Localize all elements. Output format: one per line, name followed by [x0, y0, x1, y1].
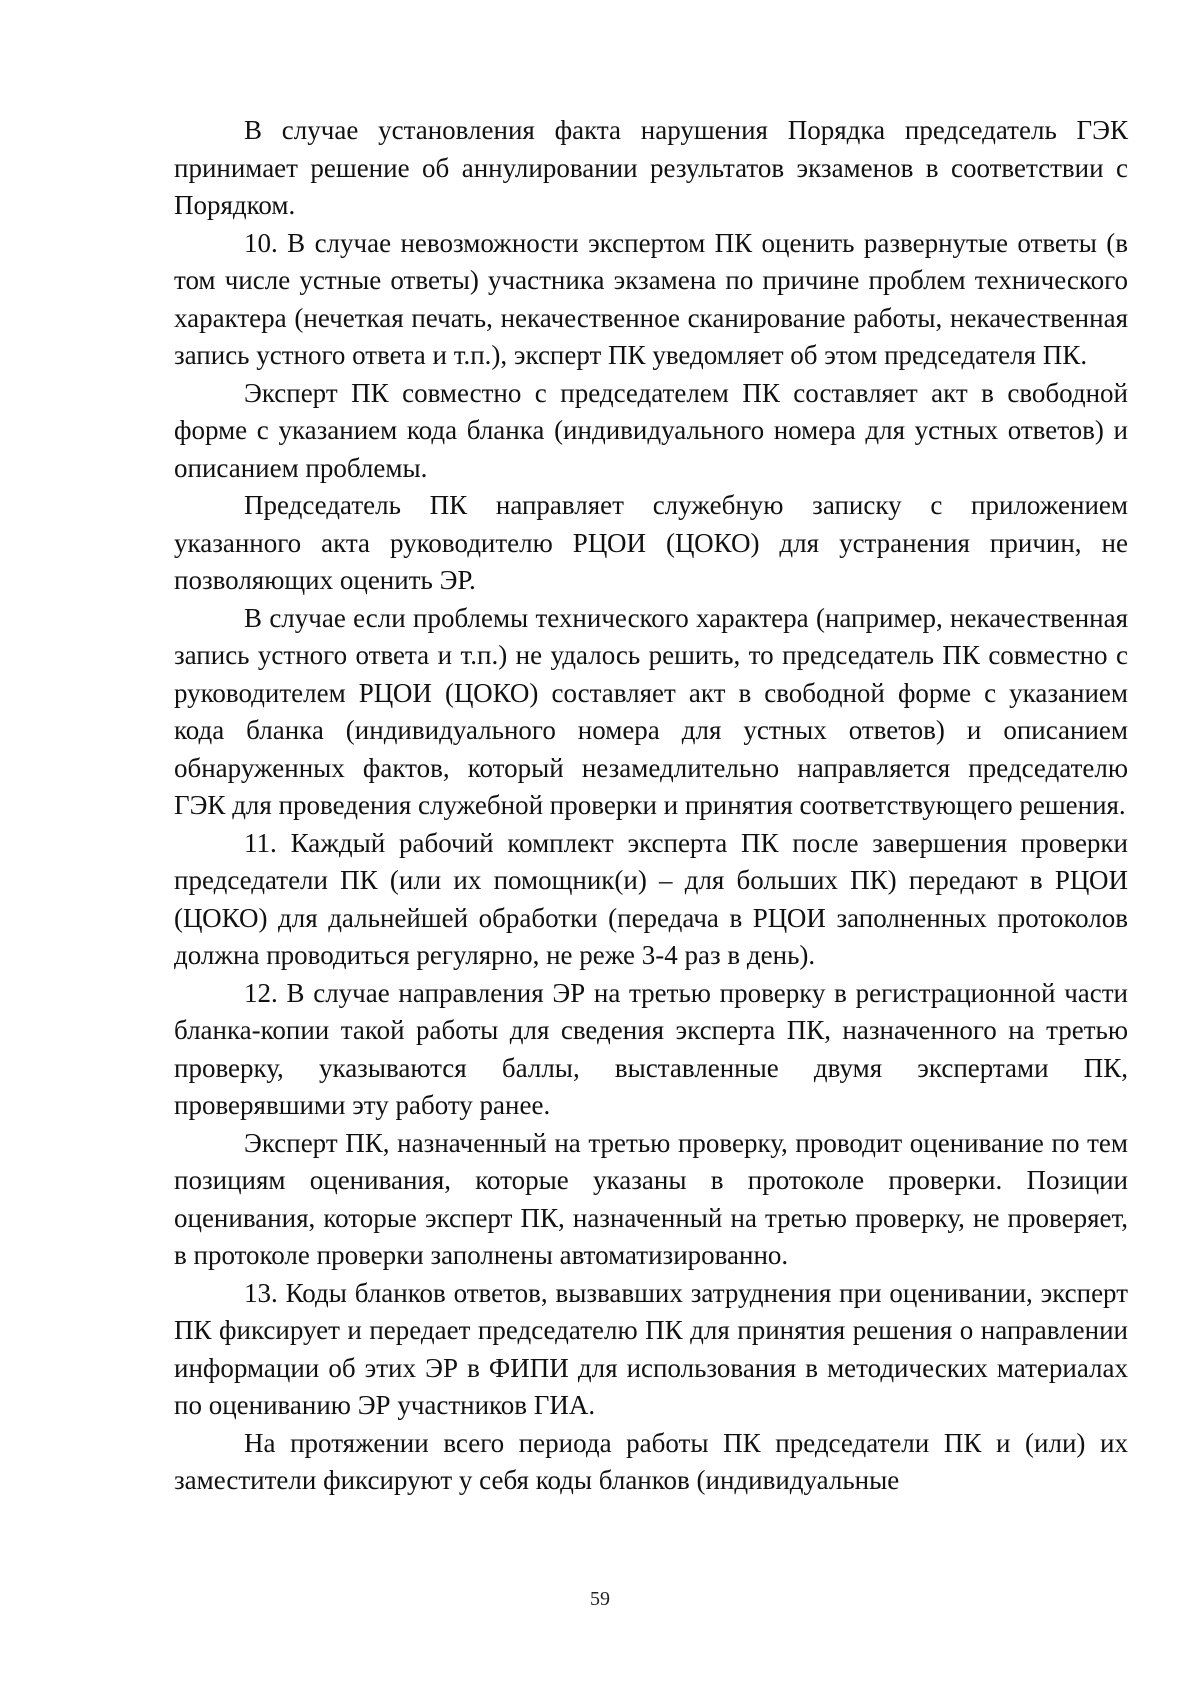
paragraph-chairman-memo: Председатель ПК направляет служебную записку с приложением указанного акта руководителю РЦОИ (ЦОКО) для устранения причин, не позволяющих оценить ЭР.	[174, 490, 1128, 595]
document-body	[174, 112, 1128, 1500]
paragraph-item-12: 12. В случае направления ЭР на третью проверку в регистрационной части бланка-копии такой работы для сведения эксперта ПК, назначенного на третью проверку, указываются баллы, выставленные двумя экспертами ПК, проверявшими эту работу ранее.	[174, 977, 1128, 1120]
paragraph-work-period: На протяжении всего периода работы ПК председатели ПК и (или) их заместители фиксируют у себя коды бланков (индивидуальные	[174, 1427, 1128, 1495]
paragraph-annulment: В случае установления факта нарушения Порядка председатель ГЭК принимает решение об аннулировании результатов экзаменов в соответствии с Порядком.	[174, 115, 1128, 220]
page-number: 59	[590, 1588, 610, 1610]
paragraph-item-13: 13. Коды бланков ответов, вызвавших затруднения при оценивании, эксперт ПК фиксирует и передает председателю ПК для принятия решения о направлении информации об этих ЭР в ФИПИ для использования в методических материалах по оцениванию ЭР участников ГИА.	[174, 1277, 1128, 1420]
paragraph-item-10: 10. В случае невозможности экспертом ПК оценить развернутые ответы (в том числе устные ответы) участника экзамена по причине проблем технического характера (нечеткая печать, некачественное сканирование работы, некачественная запись устного ответа и т.п.), эксперт ПК уведомляет об этом председателя ПК.	[174, 227, 1128, 370]
paragraph-item-11: 11. Каждый рабочий комплект эксперта ПК после завершения проверки председатели ПК (или их помощник(и) – для больших ПК) передают в РЦОИ (ЦОКО) для дальнейшей обработки (передача в РЦОИ заполненных протоколов должна проводиться регулярно, не реже 3-4 раз в день).	[174, 827, 1128, 970]
paragraph-technical-problems: В случае если проблемы технического характера (например, некачественная запись устного ответа и т.п.) не удалось решить, то председатель ПК совместно с руководителем РЦОИ (ЦОКО) составляет акт в свободной форме с указанием кода бланка (индивидуального номера для устных ответов) и описанием обнаруженных фактов, который незамедлительно направляется председателю ГЭК для проведения служебной проверки и принятия соответствующего решения.	[174, 602, 1128, 820]
paragraph-expert-act: Эксперт ПК совместно с председателем ПК составляет акт в свободной форме с указанием кода бланка (индивидуального номера для устных ответов) и описанием проблемы.	[174, 377, 1128, 483]
paragraph-third-check: Эксперт ПК, назначенный на третью проверку, проводит оценивание по тем позициям оценивания, которые указаны в протоколе проверки. Позиции оценивания, которые эксперт ПК, назначенный на третью проверку, не проверяет, в протоколе проверки заполнены автоматизированно.	[174, 1127, 1128, 1270]
